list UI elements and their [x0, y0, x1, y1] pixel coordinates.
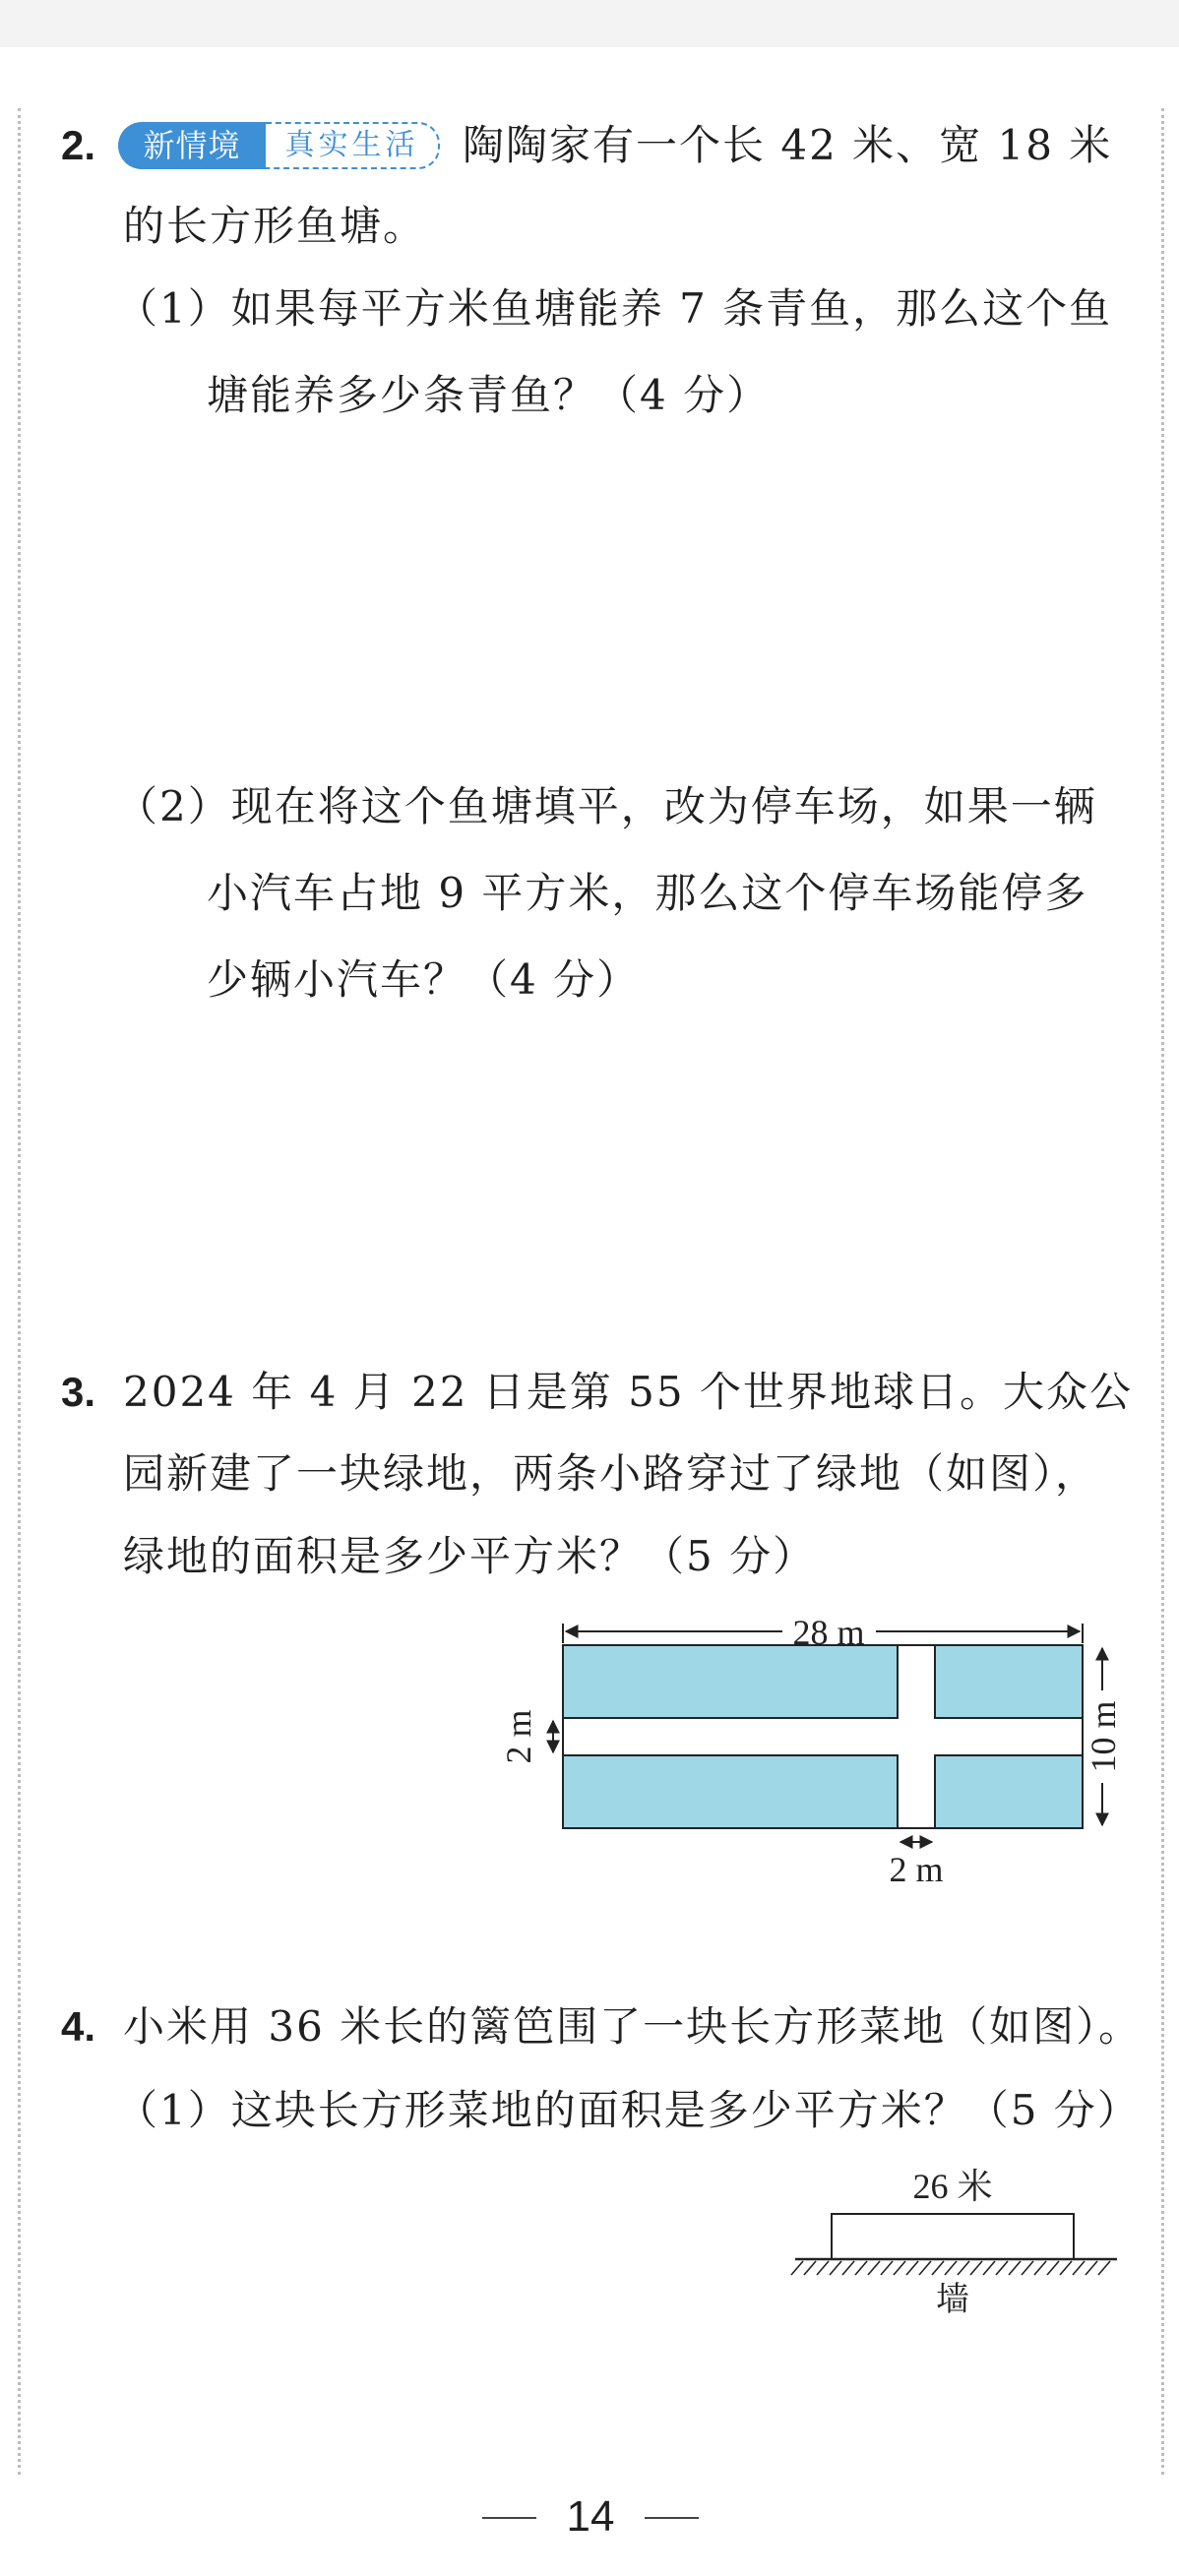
q2-part2-line-3: 少辆小汽车？（4 分） — [207, 955, 641, 1004]
plot-bottom-left — [563, 1755, 898, 1828]
label-garden-length: 26 米 — [912, 2167, 993, 2206]
q4-figure — [777, 2165, 1132, 2342]
garden-rectangle — [832, 2214, 1074, 2259]
q3-number: 3. — [61, 1369, 96, 1415]
label-height: 10 m — [1084, 1700, 1123, 1773]
wall-hatching — [791, 2261, 1110, 2275]
q2-part2-line-2: 小汽车占地 9 平方米，那么这个停车场能停多 — [207, 869, 1088, 917]
q4-part1: （1）这块长方形菜地的面积是多少平方米？（5 分） — [116, 2086, 1141, 2134]
page-number: 14 — [566, 2492, 615, 2541]
tag-real-life: 真实生活 — [266, 122, 440, 169]
label-wall: 墙 — [936, 2282, 969, 2318]
q2-stem-line-1: 陶陶家有一个长 42 米、宽 18 米 — [463, 121, 1113, 169]
q3-line-2: 园新建了一块绿地，两条小路穿过了绿地（如图）， — [123, 1449, 1099, 1498]
q2-part1-line-1: （1）如果每平方米鱼塘能养 7 条青鱼，那么这个鱼 — [116, 284, 1113, 333]
footer-dash-left — [482, 2517, 536, 2519]
q2-number: 2. — [61, 122, 96, 168]
plot-top-left — [563, 1645, 898, 1718]
plot-bottom-right — [935, 1755, 1083, 1828]
q2-part2-line-1: （2）现在将这个鱼塘填平，改为停车场，如果一辆 — [116, 782, 1097, 830]
page-footer — [0, 2487, 1179, 2546]
q2-part1-line-2: 塘能养多少条青鱼？（4 分） — [207, 371, 771, 419]
q4-line-1: 小米用 36 米长的篱笆围了一块长方形菜地（如图）。 — [123, 2002, 1143, 2051]
plot-top-right — [935, 1645, 1083, 1718]
q3-line-3: 绿地的面积是多少平方米？（5 分） — [123, 1532, 817, 1580]
label-road-horizontal: 2 m — [499, 1709, 538, 1764]
q2-stem-line-2: 的长方形鱼塘。 — [123, 202, 427, 250]
label-road-vertical: 2 m — [889, 1850, 944, 1889]
footer-dash-right — [645, 2517, 699, 2519]
q4-number: 4. — [61, 2003, 96, 2050]
q3-line-1: 2024 年 4 月 22 日是第 55 个世界地球日。大众公 — [123, 1368, 1133, 1416]
label-width: 28 m — [792, 1613, 865, 1652]
tag-new-situation: 新情境 — [118, 122, 266, 169]
